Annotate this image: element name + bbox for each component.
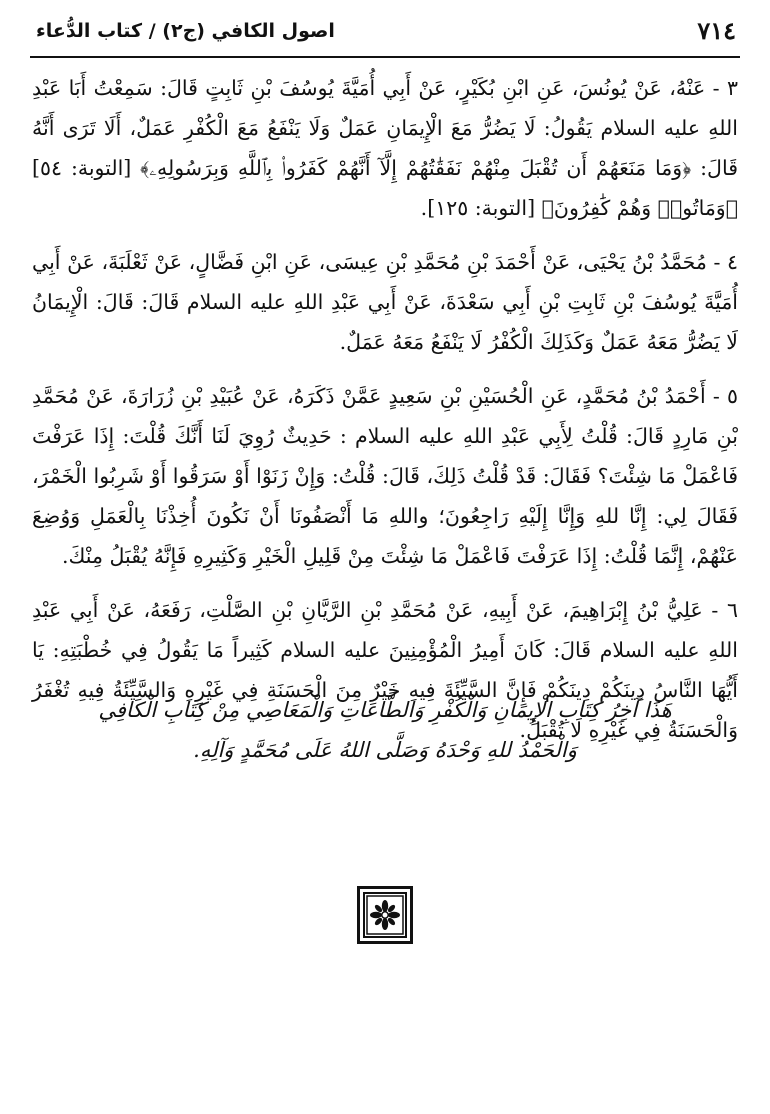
- header-rule: [30, 56, 740, 58]
- closing-line-2: وَالْحَمْدُ للهِ وَحْدَهُ وَصَلَّى اللهُ عَلَى مُحَمَّدٍ وَآلِهِ.: [193, 738, 577, 762]
- floral-ornament-icon: [357, 886, 413, 944]
- running-title: اصول الكافي (ج٢) / كتاب الدُّعاء: [36, 20, 335, 42]
- hadith-list: [32, 68, 738, 764]
- closing-line-1: هَذَا آخِرُ كِتَابِ الْإِيمَانِ وَالْكُفْرِ وَالطَّاعَاتِ وَالْمَعَاصِي مِنْ كِتَابِ الْكَافِي: [98, 698, 672, 722]
- hadith-4: ٤ - مُحَمَّدُ بْنُ يَحْيَى، عَنْ أَحْمَدَ بْنِ مُحَمَّدِ بْنِ عِيسَى، عَنِ ابْنِ فَضَّالٍ، عَنْ ثَعْلَبَةَ، عَنْ أَبِي أُمَيَّةَ يُوسُفَ بْنِ ثَابِتِ بْنِ أَبِي سَعْدَةَ، عَنْ أَبِي عَبْدِ اللهِ عليه السلام قَالَ: قَالَ: الْإِيمَانُ لَا يَضُرُّ مَعَهُ عَمَلٌ وَكَذَلِكَ الْكُفْرُ لَا يَنْفَعُ مَعَهُ عَمَلٌ.: [32, 250, 738, 354]
- flower-motif-icon: [366, 895, 404, 935]
- hadith-5: ٥ - أَحْمَدُ بْنُ مُحَمَّدٍ، عَنِ الْحُسَيْنِ بْنِ سَعِيدٍ عَمَّنْ ذَكَرَهُ، عَنْ عُبَيْدِ بْنِ زُرَارَةَ، عَنْ مُحَمَّدِ بْنِ مَارِدٍ قَالَ: قُلْتُ لِأَبِي عَبْدِ اللهِ عليه السلام : حَدِيثٌ رُوِيَ لَنَا أَنَّكَ قُلْتَ: إِذَا عَرَفْتَ فَاعْمَلْ مَا شِئْتَ؟ فَقَالَ: قَدْ قُلْتُ ذَلِكَ، قَالَ: قُلْتُ: وَإِنْ زَنَوْا أَوْ سَرَقُوا أَوْ شَرِبُوا الْخَمْرَ، فَقَالَ لِي: إِنَّا للهِ وَإِنَّا إِلَيْهِ رَاجِعُونَ؛ واللهِ مَا أَنْصَفُونَا أَنْ نَكُونَ أُخِذْنَا بِالْعَمَلِ وَوُضِعَ عَنْهُمْ، إِنَّمَا قُلْتُ: إِذَا عَرَفْتَ فَاعْمَلْ مَا شِئْتَ مِنْ قَلِيلِ الْخَيْرِ وَكَثِيرِهِ فَإِنَّهُ يُقْبَلُ مِنْكَ.: [32, 384, 738, 568]
- book-closing: [40, 690, 730, 770]
- hadith-3: ٣ - عَنْهُ، عَنْ يُونُسَ، عَنِ ابْنِ بُكَيْرٍ، عَنْ أَبِي أُمَيَّةَ يُوسُفَ بْنِ ثَابِتٍ قَالَ: سَمِعْتُ أَبَا عَبْدِ اللهِ عليه السلام يَقُولُ: لَا يَضُرُّ مَعَ الْإِيمَانِ عَمَلٌ وَلَا يَنْفَعُ مَعَ الْكُفْرِ عَمَلٌ، أَلَا تَرَى أَنَّهُ قَالَ: ﴿وَمَا مَنَعَهُمْ أَن تُقْبَلَ مِنْهُمْ نَفَقَٰتُهُمْ إِلَّآ أَنَّهُمْ كَفَرُوا۟ بِٱللَّهِ وَبِرَسُولِهِۦ﴾ [التوبة: ٥٤] ﴿وَمَاتُوا۟ وَهُمْ كَٰفِرُونَ﴾ [التوبة: ١٢٥].: [32, 76, 738, 220]
- hadith-6: ٦ - عَلِيُّ بْنُ إِبْرَاهِيمَ، عَنْ أَبِيهِ، عَنْ مُحَمَّدِ بْنِ الرَّيَّانِ بْنِ الصَّلْتِ، رَفَعَهُ، عَنْ أَبِي عَبْدِ اللهِ عليه السلام قَالَ: كَانَ أَمِيرُ الْمُؤْمِنِينَ عليه السلام كَثِيراً مَا يَقُولُ فِي خُطْبَتِهِ: يَا أَيُّهَا النَّاسُ دِينَكُمْ دِينَكُمْ فَإِنَّ السَّيِّئَةَ فِيهِ خَيْرٌ مِنَ الْحَسَنَةِ فِي غَيْرِهِ وَالسَّيِّئَةُ فِيهِ تُغْفَرُ وَالْحَسَنَةُ فِي غَيْرِهِ لَا تُقْبَلُ.: [32, 598, 738, 742]
- page-number: ٧١٤: [697, 16, 736, 45]
- page-header: [30, 16, 740, 52]
